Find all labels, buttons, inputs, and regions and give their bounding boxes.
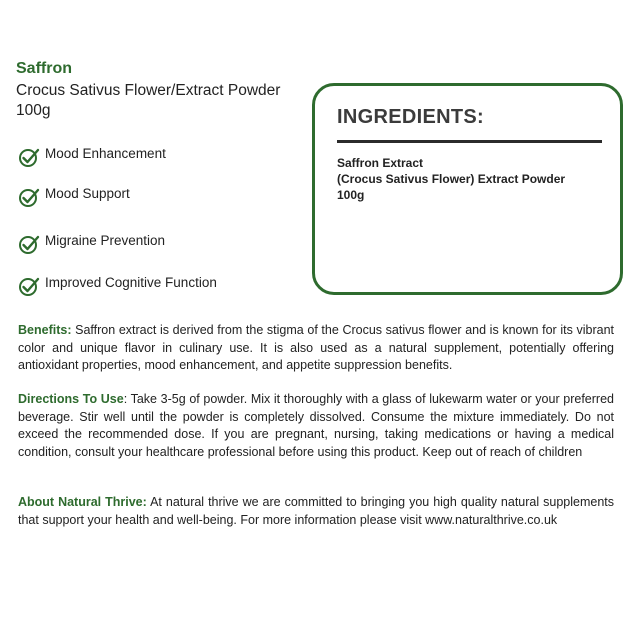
check-circle-icon bbox=[18, 146, 40, 168]
ingredients-list bbox=[337, 155, 565, 203]
ingredient-line: Saffron Extract bbox=[337, 156, 424, 170]
benefit-item bbox=[18, 233, 165, 255]
check-circle-icon bbox=[18, 186, 40, 208]
about-paragraph bbox=[18, 494, 614, 529]
benefit-item bbox=[18, 275, 217, 297]
benefit-label: Mood Enhancement bbox=[45, 145, 166, 161]
benefit-label: Migraine Prevention bbox=[45, 232, 166, 248]
product-title: Saffron bbox=[16, 60, 72, 77]
about-lead: About Natural Thrive: bbox=[18, 495, 147, 509]
benefits-paragraph bbox=[18, 322, 614, 375]
benefit-item bbox=[18, 146, 166, 168]
check-circle-icon bbox=[18, 233, 40, 255]
check-circle-icon bbox=[18, 275, 40, 297]
benefit-label: Improved Cognitive Function bbox=[45, 274, 217, 290]
ingredients-divider bbox=[337, 140, 602, 143]
benefit-item bbox=[18, 186, 130, 208]
about-text: At natural thrive we are committed to bringing you high quality natural supplements that support your health and well-being. For more information please visit www.naturalthrive.co.uk bbox=[18, 495, 614, 527]
benefits-lead: Benefits: bbox=[18, 323, 72, 337]
directions-paragraph bbox=[18, 391, 614, 461]
directions-lead: Directions To Use bbox=[18, 392, 124, 406]
directions-text: : Take 3-5g of powder. Mix it thoroughly with a glass of lukewarm water or your preferred beverage. Stir well until the powder is completely dissolved. Consume the mixture immediately. Do not exceed the recommended dose. If you are pregnant, nursing, taking medications or having a medical condition, consult your healthcare professional before using this product. Keep out of reach of children bbox=[18, 392, 614, 459]
ingredient-line: 100g bbox=[337, 188, 365, 202]
product-subtitle bbox=[16, 81, 316, 121]
product-subtitle-line-2: 100g bbox=[16, 102, 51, 119]
ingredients-heading: INGREDIENTS: bbox=[337, 106, 484, 128]
product-subtitle-line-1: Crocus Sativus Flower/Extract Powder bbox=[16, 82, 281, 99]
benefits-text: Saffron extract is derived from the stigma of the Crocus sativus flower and is known for its vibrant color and unique flavor in culinary use. It is also used as a natural supplement, potentially offering antioxidant properties, mood enhancement, and appetite suppression benefits. bbox=[18, 323, 614, 372]
ingredients-panel bbox=[312, 83, 623, 295]
ingredient-line: (Crocus Sativus Flower) Extract Powder bbox=[337, 172, 566, 186]
benefit-label: Mood Support bbox=[45, 185, 130, 201]
